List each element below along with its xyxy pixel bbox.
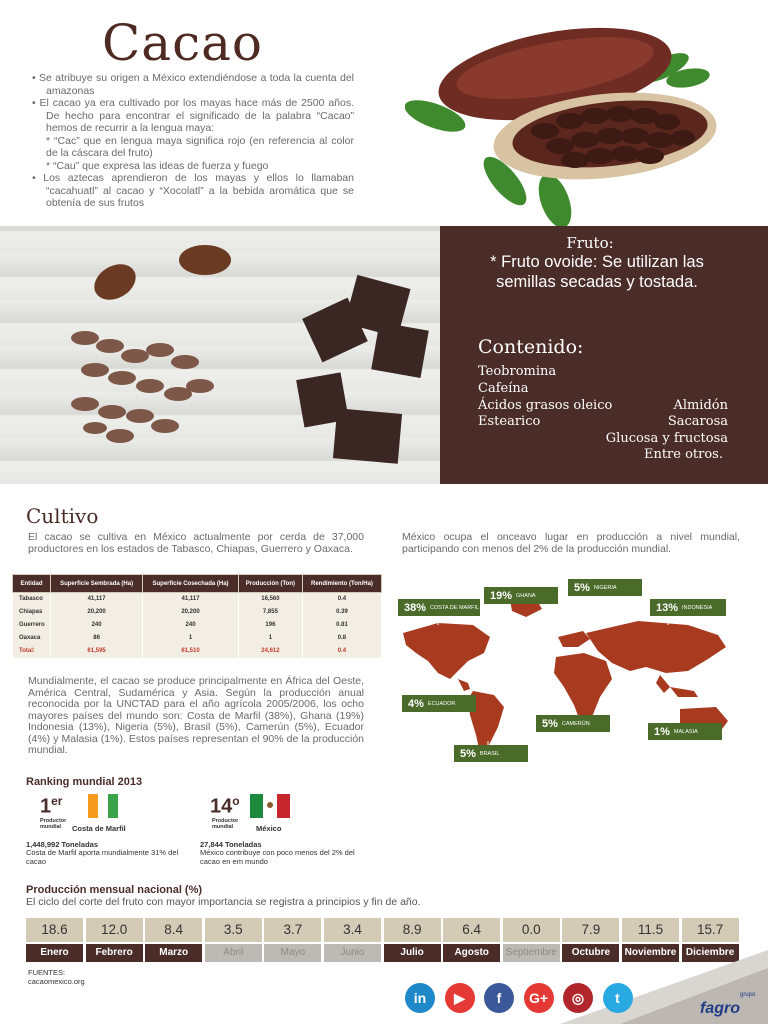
table-cell: 0.81 [302,619,381,632]
page-title: Cacao [102,14,263,72]
map-label-pct: 5% [574,581,590,594]
contenido-item: Teobromina [478,364,557,379]
month-value: 15.7 [682,918,739,942]
month-value: 3.4 [324,918,381,942]
production-table [12,574,382,658]
month-value: 11.5 [622,918,679,942]
table-cell: 61,595 [51,645,143,658]
rank-tons: 1,448,992 Toneladas [26,840,98,849]
rank-label: Productor mundial [40,818,67,830]
rank-number: 14$^o$ [210,794,240,818]
table-cell: 24,612 [238,645,302,658]
rank-country: México [256,824,282,833]
month-value: 18.6 [26,918,83,942]
month-cell [324,918,381,962]
table-cell: Guerrero [13,619,51,632]
cacao-pod-image [405,16,745,226]
brand-tag: grupo [740,992,756,998]
map-label-brasil [454,745,528,762]
ranking-heading: Ranking mundial 2013 [26,776,143,788]
table-cell: Tabasco [13,593,51,606]
table-cell: 16,560 [238,593,302,606]
month-value: 0.0 [503,918,560,942]
table-cell: 0.4 [302,593,381,606]
ranking-paragraph: México ocupa el onceavo lugar en producción a nivel mundial, participando con menos del 2% de la producción mundial. [402,531,740,555]
table-header: Producción (Ton) [238,575,302,593]
contenido-item: Ácidos grasos oleico [478,398,613,413]
month-label: Octubre [562,944,619,962]
sources-label: FUENTES: [28,968,66,977]
table-cell: 20,200 [143,606,239,619]
rank-country: Costa de Marfil [72,824,126,833]
intro-item: • Los aztecas aprendieron de los mayas y ellos lo llamaban “cacahuatl” al cacao y “Xocolatl” a la bebida aromática que se obtenía de sus frutos [32,172,354,209]
month-cell [205,918,262,962]
month-value: 12.0 [86,918,143,942]
intro-item: * “Cac” que en lengua maya significa rojo (en referencia al color de la cáscara del fruto) [46,134,354,159]
cultivo-paragraph: El cacao se cultiva en México actualmente por cerda de 37,000 productores en los estados de Tabasco, Chiapas, Guerrero y Oaxaca. [28,531,364,555]
month-value: 8.4 [145,918,202,942]
table-cell: Chiapas [13,606,51,619]
month-label: Diciembre [682,944,739,962]
table-cell: 61,510 [143,645,239,658]
table-header: Superficie Cosechada (Ha) [143,575,239,593]
fagro-logo: fagro [700,1000,740,1017]
contenido-item: Sacarosa [667,414,728,429]
month-label: Septiembre [503,944,560,962]
map-label-country: INDONESIA [682,604,713,611]
map-label-country: CAMERÚN [561,720,590,727]
table-cell: Total: [13,645,51,658]
table-cell: 0.8 [302,632,381,645]
world-map [398,575,742,765]
rank-desc: Costa de Marfil aporta mundialmente 31% del cacao [26,848,179,866]
month-cell [26,918,83,962]
map-label-camerun [536,715,610,732]
map-label-ecuador [402,695,476,712]
month-cell [86,918,143,962]
table-cell: Oaxaca [13,632,51,645]
month-cell [145,918,202,962]
table-cell: 0.4 [302,645,381,658]
contenido-item: Estearico [478,414,541,429]
contenido-item: Glucosa y fructosa [605,431,728,446]
month-cell [503,918,560,962]
month-label: Julio [384,944,441,962]
rank-tons: 27,844 Toneladas [200,840,262,849]
map-label-country: GHANA [516,592,536,599]
map-label-pct: 5% [542,717,558,730]
rank-label: Productor mundial [212,818,239,830]
googleplus-icon[interactable]: G+ [524,983,554,1013]
month-value: 7.9 [562,918,619,942]
table-cell: 20,200 [51,606,143,619]
table-header: Rendimiento (Ton/Ha) [302,575,381,593]
intro-item: • Se atribuye su origen a México extendiéndose a toda la cuenta del amazonas [32,72,354,97]
map-label-indonesia [650,599,726,616]
table-total-row [13,645,382,658]
map-label-malasia [648,723,722,740]
map-label-pct: 13% [656,601,679,614]
flag-costa-de-marfil-icon [88,794,118,818]
table-header-row [13,575,382,593]
rank-desc: México contribuye con poco menos del 2% del cacao en em mundo [200,848,355,866]
youtube-icon[interactable]: ▶ [445,983,475,1013]
table-cell: 240 [143,619,239,632]
map-label-country: COSTA DE MARFIL [430,604,480,611]
map-label-pct: 38% [404,601,427,614]
fruto-heading: Fruto: [566,234,614,252]
table-cell: 1 [143,632,239,645]
contenido-item: Cafeína [478,381,529,396]
map-label-country: MALASIA [673,728,698,735]
mundial-paragraph: Mundialmente, el cacao se produce principalmente en África del Oeste, América Central, Sudamérica y Asia. Según la producción anual reconocida por la UNCTAD para el año agrícola 2005/2006, los ocho mayores países del mundo son: Costa de Marfil (38%), Ghana (19%) Indonesia (13%), Nigeria (5%), Brasil (5%), Camerún (5%), Ecuador (4%) y Malasia (1%). Estos países representan el 90% de la producción mundial. [28,675,364,756]
map-label-pct: 1% [654,725,670,738]
month-cell [264,918,321,962]
cultivo-heading: Cultivo [26,504,99,528]
table-header: Superficie Sembrada (Ha) [51,575,143,593]
month-label: Abril [205,944,262,962]
month-value: 8.9 [384,918,441,942]
facebook-icon[interactable]: f [484,983,514,1013]
table-cell: 41,117 [51,593,143,606]
table-row [13,632,382,645]
sources [28,968,85,986]
produccion-heading: Producción mensual nacional (%) [26,884,203,896]
map-label-ghana [484,587,558,604]
table-cell: 41,117 [143,593,239,606]
map-label-costa-de-marfil [398,599,480,616]
table-cell: 86 [51,632,143,645]
month-label: Junio [324,944,381,962]
linkedin-icon[interactable]: in [405,983,435,1013]
map-label-country: NIGERIA [593,584,617,591]
month-label: Agosto [443,944,500,962]
twitter-icon[interactable]: t [603,983,633,1013]
produccion-subtitle: El ciclo del corte del fruto con mayor importancia se registra a principios y fin de año. [26,896,421,908]
month-value: 3.5 [205,918,262,942]
map-label-pct: 19% [490,589,513,602]
contenido-item: Almidón [673,398,728,413]
flag-mexico-icon [250,794,290,818]
intro-item: • El cacao ya era cultivado por los mayas hace más de 2500 años. De hecho para encontrar el significado de la palabra “Cacao” hemos de recurrir a la lengua maya: [32,97,354,134]
contenido-item: Entre otros. [643,447,723,462]
map-label-country: ECUADOR [427,700,456,707]
map-label-country: BRASIL [479,750,500,757]
map-label-nigeria [568,579,642,596]
table-cell: 0.39 [302,606,381,619]
intro-item: * “Cau” que expresa las ideas de fuerza y fuego [46,159,269,172]
month-label: Noviembre [622,944,679,962]
table-row [13,606,382,619]
intro-text [28,72,354,210]
month-label: Mayo [264,944,321,962]
fruto-contenido-panel [440,226,768,484]
map-label-pct: 5% [460,747,476,760]
rank-number: 1er [40,794,63,818]
sources-link[interactable]: cacaomexico.org [28,977,85,986]
table-cell: 7,855 [238,606,302,619]
table-header: Entidad [13,575,51,593]
map-label-pct: 4% [408,697,424,710]
month-value: 6.4 [443,918,500,942]
contenido-heading: Contenido: [478,336,584,358]
month-label: Enero [26,944,83,962]
table-cell: 1 [238,632,302,645]
table-cell: 240 [51,619,143,632]
fruto-text: * Fruto ovoide: Se utilizan las semillas secadas y tostada. [490,253,704,291]
beans-chocolate-photo [0,226,440,484]
month-value: 3.7 [264,918,321,942]
table-row [13,619,382,632]
month-cell [384,918,441,962]
month-label: Marzo [145,944,202,962]
table-cell: 196 [238,619,302,632]
month-label: Febrero [86,944,143,962]
instagram-icon[interactable]: ◎ [563,983,593,1013]
month-cell [443,918,500,962]
table-row [13,593,382,606]
